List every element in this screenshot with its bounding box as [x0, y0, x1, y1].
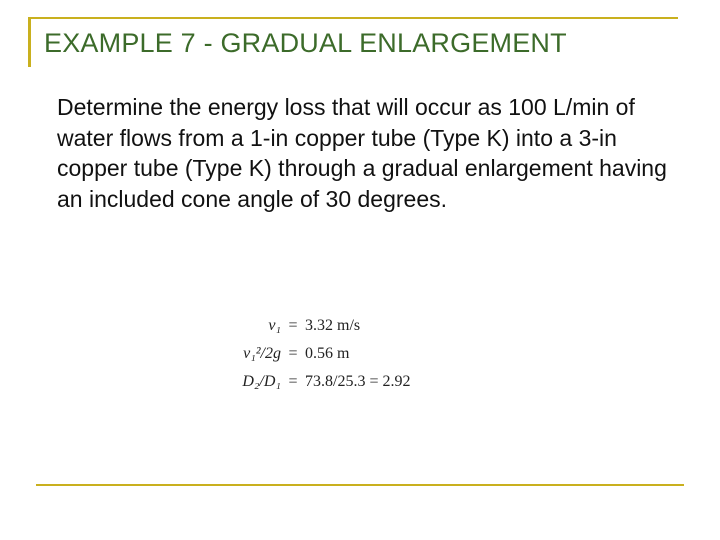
equation-lhs: v₁: [268, 317, 281, 334]
equals-sign: =: [288, 317, 298, 334]
slide-title: EXAMPLE 7 - GRADUAL ENLARGEMENT: [44, 28, 567, 58]
equals-sign: =: [288, 345, 298, 362]
title-top-rule: [30, 17, 678, 19]
bottom-rule: [36, 484, 684, 486]
equation-rhs: 0.56 m: [305, 345, 350, 362]
title-left-rule: [28, 17, 31, 67]
equation-row-diameter-ratio: [228, 373, 410, 401]
equation-lhs: D₂/D₁: [242, 373, 281, 390]
equation-rhs: 73.8/25.3 = 2.92: [305, 373, 411, 390]
equals-sign: =: [288, 373, 298, 390]
equation-lhs: v₁²/2g: [243, 345, 281, 362]
equation-row-velocity: [228, 317, 410, 345]
equation-rhs: 3.32 m/s: [305, 317, 361, 334]
equation-block: [228, 317, 410, 401]
problem-statement: Determine the energy loss that will occur as 100 L/min of water flows from a 1-in copper tube (Type K) into a 3-in copper tube (Type K) through a gradual enlargement having an included cone angle of 30 degrees.: [57, 94, 667, 212]
equation-row-velocity-head: [228, 345, 410, 373]
